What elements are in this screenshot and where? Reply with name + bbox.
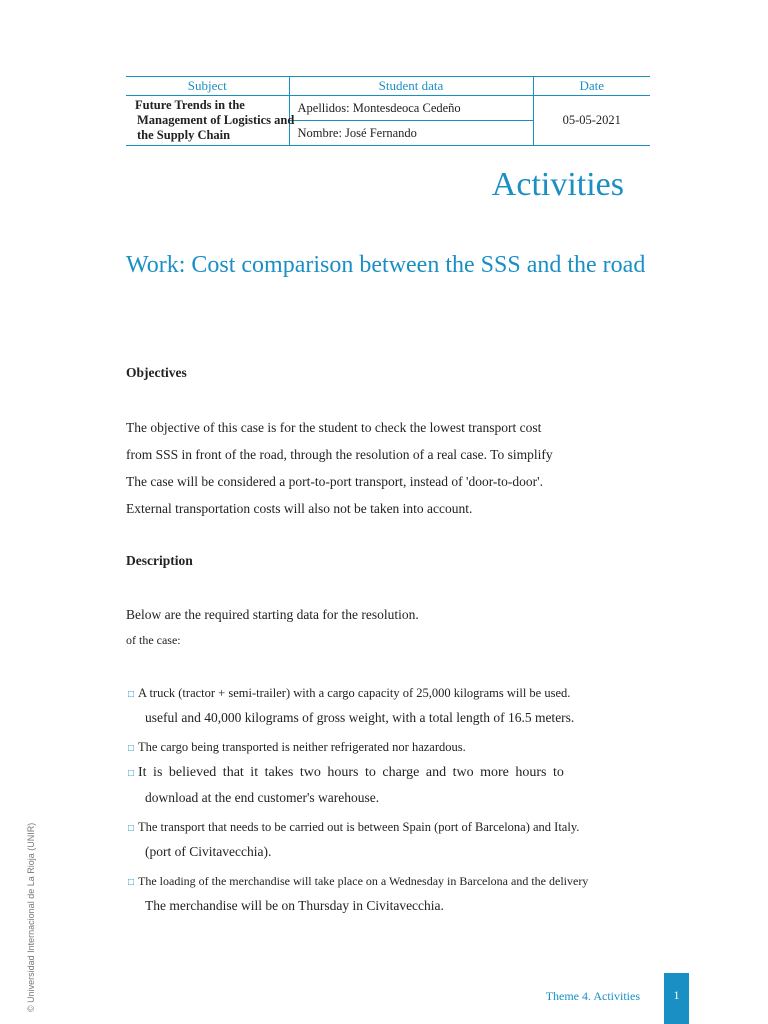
- nombre-cell: Nombre: José Fernando: [289, 121, 533, 146]
- bullet-continuation: useful and 40,000 kilograms of gross weight, with a total length of 16.5 meters.: [145, 710, 575, 725]
- bullet-square-icon: □: [128, 743, 135, 754]
- objectives-line-4: External transportation costs will also not be taken into account.: [126, 501, 473, 516]
- bullet-item-2: [128, 740, 648, 755]
- bullet-text: It is believed that it takes two hours to charge and two more hours to: [138, 765, 564, 780]
- objectives-heading: Objectives: [126, 365, 187, 380]
- page-number: 1: [664, 973, 689, 1024]
- date-cell: 05-05-2021: [533, 96, 650, 146]
- bullet-square-icon: □: [128, 768, 135, 779]
- bullet-square-icon: □: [128, 689, 135, 700]
- description-heading: Description: [126, 553, 193, 568]
- bullet-continuation: The merchandise will be on Thursday in Civitavecchia.: [145, 898, 444, 913]
- description-line-1: Below are the required starting data for the resolution.: [126, 607, 419, 622]
- footer-theme: Theme 4. Activities: [545, 989, 640, 1003]
- objectives-paragraph: [126, 414, 553, 522]
- copyright-text: © Universidad Internacional de La Rioja (UNIR): [26, 822, 36, 1012]
- objectives-line-1: The objective of this case is for the student to check the lowest transport cost: [126, 420, 542, 435]
- bullet-text: The transport that needs to be carried out is between Spain (port of Barcelona) and Italy.: [138, 820, 580, 834]
- bullet-item-4: [128, 820, 648, 860]
- work-title: Work: Cost comparison between the SSS and the road: [126, 252, 646, 278]
- bullet-item-1: [128, 686, 648, 726]
- bullet-square-icon: □: [128, 877, 135, 888]
- activities-title: Activities: [491, 166, 624, 203]
- subject-cell: [126, 96, 295, 146]
- column-date: Date: [533, 77, 650, 96]
- bullet-square-icon: □: [128, 823, 135, 834]
- objectives-line-2: from SSS in front of the road, through the resolution of a real case. To simplify: [126, 447, 553, 462]
- subject-line-3: the Supply Chain: [137, 128, 231, 142]
- bullet-continuation: download at the end customer's warehouse.: [145, 790, 380, 805]
- subject-line-2: Management of Logistics and: [137, 113, 295, 127]
- bullet-text: The loading of the merchandise will take place on a Wednesday in Barcelona and the delivery: [138, 874, 589, 888]
- description-line-2: of the case:: [126, 633, 181, 647]
- apellidos-cell: Apellidos: Montesdeoca Cedeño: [289, 96, 533, 121]
- bullet-continuation: (port of Civitavecchia).: [145, 844, 272, 859]
- header-table: [126, 76, 650, 146]
- objectives-line-3: The case will be considered a port-to-port transport, instead of 'door-to-door'.: [126, 474, 543, 489]
- bullet-item-3: [128, 765, 648, 806]
- column-student-data: Student data: [289, 77, 533, 96]
- bullet-text: The cargo being transported is neither refrigerated nor hazardous.: [138, 740, 466, 754]
- column-subject: Subject: [126, 77, 289, 96]
- bullet-item-5: [128, 874, 648, 914]
- subject-line-1: Future Trends in the: [135, 98, 245, 112]
- bullet-text: A truck (tractor + semi-trailer) with a cargo capacity of 25,000 kilograms will be used.: [138, 686, 571, 700]
